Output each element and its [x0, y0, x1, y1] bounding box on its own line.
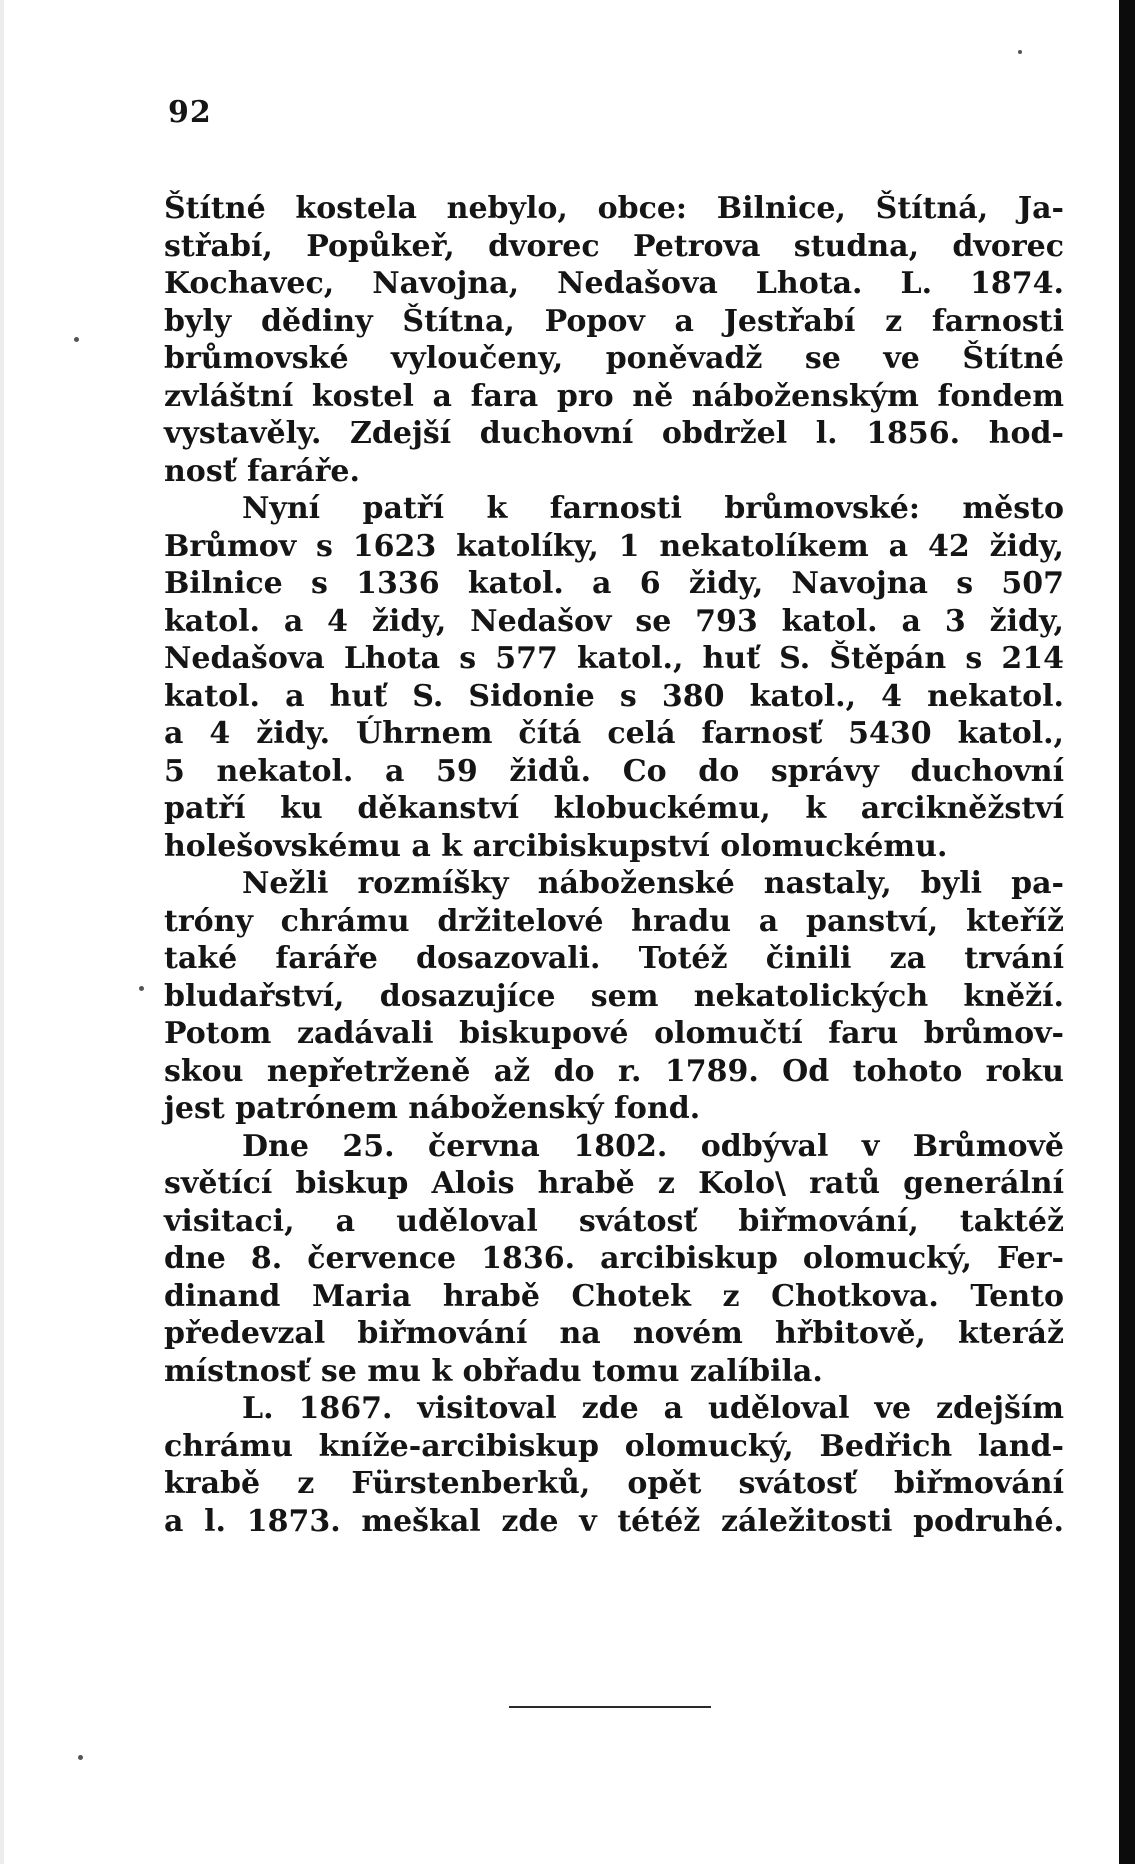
- text-line: dne 8. července 1836. arcibiskup olomucký, Fer-: [164, 1241, 1064, 1276]
- text-line: vystavěly. Zdejší duchovní obdržel l. 1856. hod-: [164, 416, 1064, 451]
- text-line: místnosť se mu k obřadu tomu zalíbila.: [164, 1353, 823, 1389]
- text-line: Nedašova Lhota s 577 katol., huť S. Štěpán s 214: [164, 641, 1064, 676]
- page-number: 92: [168, 95, 212, 130]
- text-line: nosť faráře.: [164, 453, 360, 489]
- text-line: Nežli rozmíšky náboženské nastaly, byli pa-: [242, 866, 1064, 901]
- text-line: visitaci, a uděloval svátosť biřmování, taktéž: [164, 1203, 1064, 1239]
- text-line: Brůmov s 1623 katolíky, 1 nekatolíkem a 42 židy,: [164, 528, 1064, 564]
- text-line: holešovskému a k arcibiskupství olomuckému.: [164, 828, 948, 864]
- scan-edge-left: [0, 0, 4, 1864]
- text-line: předevzal biřmování na novém hřbitově, kteráž: [164, 1316, 1064, 1351]
- scan-speck: [78, 1755, 83, 1760]
- text-line: skou nepřetrženě až do r. 1789. Od tohoto roku: [164, 1053, 1064, 1089]
- text-line: 5 nekatol. a 59 židů. Co do správy duchovní: [164, 753, 1064, 789]
- text-line: byly dědiny Štítna, Popov a Jestřabí z farnosti: [164, 303, 1064, 339]
- text-line: jest patrónem náboženský fond.: [164, 1091, 701, 1126]
- text-line: Bilnice s 1336 katol. a 6 židy, Navojna s 507: [164, 566, 1064, 601]
- text-line: Nyní patří k farnosti brůmovské: město: [242, 491, 1064, 526]
- text-line: L. 1867. visitoval zde a uděloval ve zdejším: [242, 1391, 1064, 1426]
- text-line: Dne 25. června 1802. odbýval v Brůmově: [242, 1128, 1064, 1164]
- text-line: bludařství, dosazujíce sem nekatolických kněží.: [164, 978, 1064, 1014]
- text-line: a 4 židy. Úhrnem čítá celá farnosť 5430 katol.,: [164, 716, 1064, 751]
- text-line: dinand Maria hrabě Chotek z Chotkova. Tento: [164, 1278, 1064, 1314]
- scan-speck: [139, 986, 144, 991]
- body-text: [164, 190, 1064, 1540]
- text-line: patří ku děkanství klobuckému, k arcikněžství: [164, 791, 1064, 826]
- text-line: Potom zadávali biskupové olomučtí faru brůmov-: [164, 1016, 1064, 1051]
- text-line: Kochavec, Navojna, Nedašova Lhota. L. 1874.: [164, 266, 1064, 301]
- text-line: brůmovské vyloučeny, poněvadž se ve Štítné: [164, 341, 1064, 376]
- text-line: katol. a 4 židy, Nedašov se 793 katol. a 3 židy,: [164, 603, 1064, 639]
- text-line: chrámu kníže-arcibiskup olomucký, Bedřich land-: [164, 1428, 1064, 1464]
- scan-speck: [1018, 50, 1022, 54]
- scan-edge-right: [1119, 0, 1135, 1864]
- text-line: střabí, Popůkeř, dvorec Petrova studna, dvorec: [164, 228, 1064, 264]
- text-line: a l. 1873. meškal zde v tétéž záležitosti podruhé.: [164, 1503, 1064, 1539]
- text-line: světící biskup Alois hrabě z Kolo\ ratů generální: [164, 1166, 1064, 1201]
- text-line: tróny chrámu držitelové hradu a panství, kteříž: [164, 903, 1064, 939]
- text-line: Štítné kostela nebylo, obce: Bilnice, Štítná, Ja-: [164, 191, 1064, 226]
- scan-speck: [74, 337, 79, 342]
- text-line: katol. a huť S. Sidonie s 380 katol., 4 nekatol.: [164, 678, 1064, 714]
- text-line: také faráře dosazovali. Totéž činili za trvání: [164, 941, 1064, 976]
- text-line: krabě z Fürstenberků, opět svátosť biřmování: [164, 1466, 1064, 1501]
- text-line: zvláštní kostel a fara pro ně náboženským fondem: [164, 378, 1064, 414]
- section-divider: [509, 1706, 711, 1708]
